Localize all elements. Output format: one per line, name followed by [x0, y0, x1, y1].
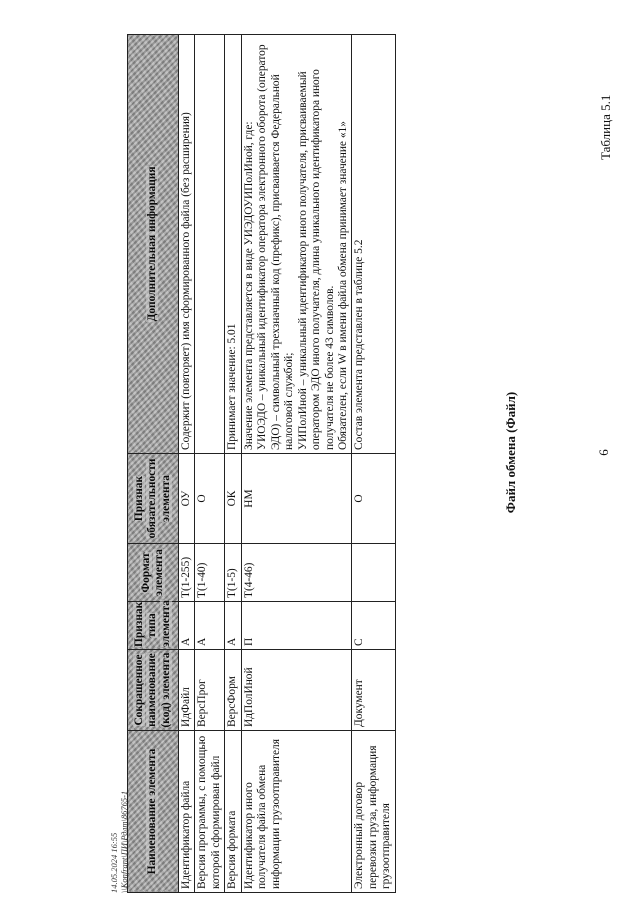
table-row [241, 35, 352, 893]
cell-required: О [352, 454, 395, 544]
footer-timestamp: 14.05.2024 16:55 [109, 832, 119, 893]
cell-format: T(1-40) [195, 544, 225, 602]
header-name: Наименование элемента [128, 731, 179, 893]
cell-required: О [195, 454, 225, 544]
footer-path: \\Konfrant\ПИ\Рдлт\86765-1 [118, 790, 129, 893]
cell-format: T(1-5) [225, 544, 241, 602]
page-number: 6 [596, 449, 611, 456]
header-info: Дополнительная информация [128, 35, 179, 454]
header-type: Признак типа элемента [128, 602, 179, 650]
table-label: Таблица 5.1 [598, 94, 613, 160]
cell-info [195, 35, 225, 454]
cell-name: Версия формата [225, 731, 241, 893]
cell-type: А [179, 602, 195, 650]
cell-info: Состав элемента представлен в таблице 5.2 [352, 35, 395, 454]
cell-required: ОУ [179, 454, 195, 544]
cell-type: П [241, 602, 352, 650]
header-code: Сокращенное наименование (код) элемента [128, 650, 179, 731]
cell-code: ВерсПрог [195, 650, 225, 731]
cell-code: Документ [352, 650, 395, 731]
table-row [225, 35, 241, 893]
cell-type: А [195, 602, 225, 650]
cell-format [352, 544, 395, 602]
cell-info: Содержит (повторяет) имя сформированного файла (без расширения) [179, 35, 195, 454]
table-row [195, 35, 225, 893]
cell-name: Версия программы, с помощью которой сформирован файл [195, 731, 225, 893]
cell-required: ОК [225, 454, 241, 544]
cell-info: Значение элемента представляется в виде УИЭДОУИПолИной, где: УИОЭДО – уникальный идентификатор оператора электронного оборота (оператор ЭДО) – символьный трехзначный код (префикс), присваивается Федеральной налоговой службой; УИПолИной – уникальный идентификатор иного получателя, присваиваемый оператором ЭДО иного получателя, длина уникального идентификатора иного получателя не более 43 символов. Обязателен, если W в имени файла обмена принимает значение «1» [241, 35, 352, 454]
table-title: Файл обмена (Файл) [503, 391, 518, 514]
cell-info: Принимает значение: 5.01 [225, 35, 241, 454]
table-row [352, 35, 395, 893]
cell-type: А [225, 602, 241, 650]
cell-code: ИдПолИной [241, 650, 352, 731]
cell-code: ИдФайл [179, 650, 195, 731]
cell-required: НМ [241, 454, 352, 544]
cell-type: С [352, 602, 395, 650]
table-row [179, 35, 195, 893]
header-required: Признак обязательности элемента [128, 454, 179, 544]
elements-table [127, 34, 396, 893]
cell-code: ВерсФорм [225, 650, 241, 731]
cell-name: Электронный договор перевозки груза, информация грузоотправителя [352, 731, 395, 893]
cell-name: Идентификатор файла [179, 731, 195, 893]
header-format: Формат элемента [128, 544, 179, 602]
cell-format: T(1-255) [179, 544, 195, 602]
print-footer [110, 791, 130, 893]
table-header-row [128, 35, 179, 893]
cell-name: Идентификатор иного получателя файла обмена информации грузоотправителя [241, 731, 352, 893]
cell-format: T(4-46) [241, 544, 352, 602]
